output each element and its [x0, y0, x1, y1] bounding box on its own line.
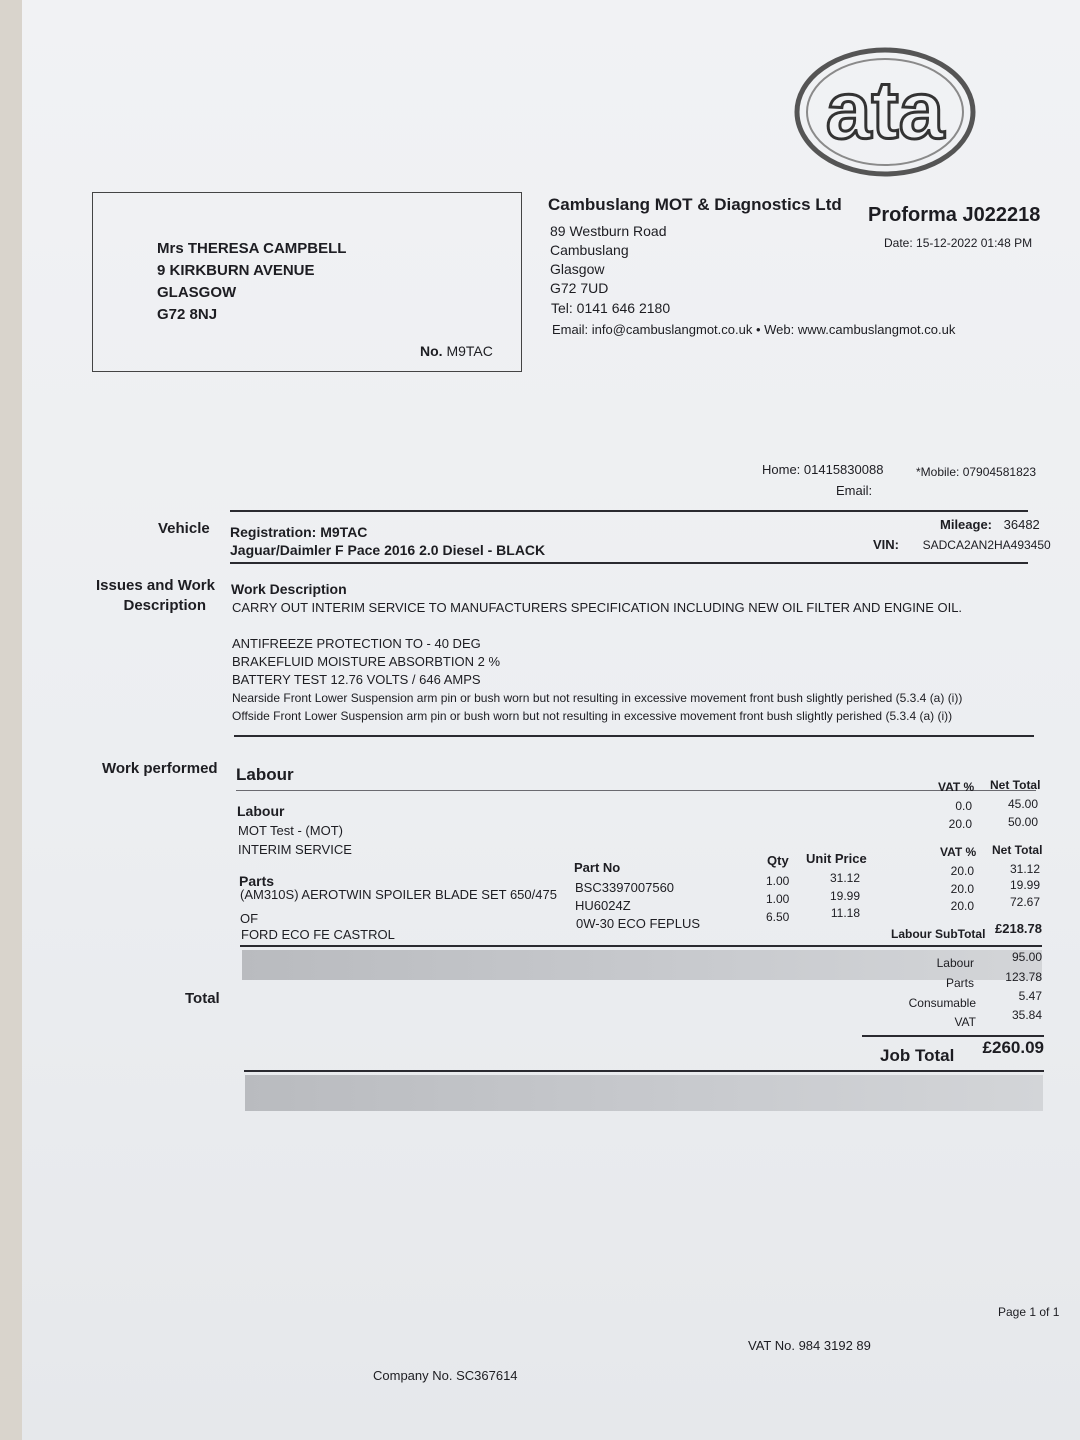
totals-band	[245, 1075, 1043, 1111]
issues-section-label	[96, 576, 215, 616]
mileage-label: Mileage:	[940, 517, 993, 532]
labour-item-desc: INTERIM SERVICE	[238, 842, 352, 857]
labour-item-net: 45.00	[1007, 797, 1038, 811]
customer-name: Mrs THERESA CAMPBELL	[157, 240, 347, 257]
mileage-value: 36482	[1003, 517, 1040, 532]
parts-bottom-rule	[240, 945, 1042, 947]
ata-logo	[790, 40, 980, 180]
part-desc: OF	[240, 911, 259, 926]
work-description-line: ANTIFREEZE PROTECTION TO - 40 DEG	[232, 636, 481, 651]
total-row-value: 123.78	[1005, 970, 1042, 984]
part-vat: 20.0	[950, 882, 974, 896]
company-address-line: G72 7UD	[550, 280, 609, 296]
vat-number: VAT No. 984 3192 89	[748, 1338, 871, 1353]
total-row-label: Consumable	[908, 996, 976, 1010]
vehicle-vin	[873, 537, 1051, 552]
work-description-line	[232, 617, 962, 635]
parts-col-net: Net Total	[992, 843, 1043, 857]
company-address-line: Cambuslang	[550, 242, 629, 258]
total-section-label: Total	[185, 990, 220, 1007]
parts-col-unit-price: Unit Price	[806, 851, 867, 866]
labour-subtotal-value: £218.78	[995, 921, 1042, 936]
account-number-value: M9TAC	[446, 343, 493, 359]
total-row-label: VAT	[954, 1015, 976, 1029]
customer-address-line1: 9 KIRKBURN AVENUE	[157, 262, 315, 279]
part-number: HU6024Z	[575, 898, 631, 913]
totals-bottom-rule	[244, 1070, 1044, 1072]
account-number	[420, 343, 493, 359]
issues-label-line2: Description	[123, 597, 206, 614]
part-desc: FORD ECO FE CASTROL	[241, 927, 395, 942]
total-row-value: 5.47	[1018, 989, 1042, 1003]
labour-subheading: Labour	[237, 803, 285, 819]
labour-item-net: 50.00	[1007, 815, 1038, 829]
part-vat: 20.0	[950, 899, 974, 913]
vehicle-registration: Registration: M9TAC	[230, 524, 368, 540]
part-net: 72.67	[1009, 895, 1040, 909]
labour-subtotal-label: Labour SubTotal	[891, 927, 986, 941]
vehicle-section-label: Vehicle	[158, 520, 210, 537]
job-total-value: £260.09	[982, 1038, 1044, 1057]
part-qty: 1.00	[766, 892, 790, 906]
work-description-lines	[232, 599, 962, 725]
labour-item-vat: 20.0	[948, 817, 972, 831]
part-net: 31.12	[1009, 862, 1040, 876]
work-description-line: BRAKEFLUID MOISTURE ABSORBTION 2 %	[232, 654, 500, 669]
labour-col-net: Net Total	[990, 778, 1041, 792]
parts-subheading: Parts	[239, 873, 275, 889]
job-total-rule	[862, 1035, 1044, 1037]
part-unit-price: 11.18	[830, 906, 860, 920]
work-description-heading: Work Description	[231, 581, 347, 597]
company-tel: Tel: 0141 646 2180	[551, 300, 671, 316]
job-total-label: Job Total	[880, 1046, 955, 1065]
document-title: Proforma J022218	[868, 204, 1041, 226]
page-number: Page 1 of 1	[998, 1305, 1060, 1319]
customer-address-line2: GLASGOW	[157, 284, 237, 301]
part-qty: 6.50	[766, 910, 790, 924]
total-row-label: Parts	[945, 976, 974, 990]
parts-col-qty: Qty	[767, 853, 789, 868]
issues-label-line1: Issues and Work	[96, 577, 215, 594]
company-address-line: 89 Westburn Road	[550, 223, 667, 239]
parts-col-part-no: Part No	[574, 860, 621, 875]
part-number: BSC3397007560	[575, 880, 675, 895]
issues-bottom-rule	[234, 735, 1034, 737]
total-row-label: Labour	[936, 956, 974, 970]
work-description-line: Nearside Front Lower Suspension arm pin or bush worn but not resulting in excessive movement front bush slightly perished (5.3.4 (a) (i))	[232, 691, 963, 705]
contact-home: Home: 01415830088	[762, 462, 884, 477]
vehicle-bottom-rule	[230, 562, 1028, 564]
labour-item-vat: 0.0	[955, 799, 972, 813]
contact-mobile: *Mobile: 07904581823	[916, 465, 1037, 479]
company-email-web: Email: info@cambuslangmot.co.uk • Web: www.cambuslangmot.co.uk	[552, 322, 956, 337]
labour-col-vat: VAT %	[938, 780, 975, 794]
part-net: 19.99	[1009, 878, 1040, 892]
part-unit-price: 31.12	[829, 871, 860, 885]
vin-label: VIN:	[873, 537, 899, 552]
part-unit-price: 19.99	[829, 889, 860, 903]
vehicle-description: Jaguar/Daimler F Pace 2016 2.0 Diesel - BLACK	[230, 542, 546, 558]
work-description-line: Offside Front Lower Suspension arm pin or bush worn but not resulting in excessive movement front bush slightly perished (5.3.4 (a) (i))	[232, 709, 953, 723]
document-date: Date: 15-12-2022 01:48 PM	[884, 236, 1033, 250]
company-number: Company No. SC367614	[373, 1368, 518, 1383]
vehicle-top-rule	[230, 510, 1028, 512]
work-performed-label: Work performed	[102, 760, 218, 777]
vehicle-mileage	[940, 517, 1040, 532]
part-vat: 20.0	[950, 864, 974, 878]
part-number: 0W-30 ECO FEPLUS	[576, 916, 701, 931]
labour-heading-rule	[236, 790, 1036, 791]
account-number-label: No.	[420, 343, 443, 359]
company-address-line: Glasgow	[550, 261, 605, 277]
contact-email-label: Email:	[836, 483, 873, 498]
work-description-line: BATTERY TEST 12.76 VOLTS / 646 AMPS	[232, 672, 481, 687]
labour-section-heading: Labour	[236, 765, 294, 784]
part-desc: (AM310S) AEROTWIN SPOILER BLADE SET 650/475	[240, 887, 557, 902]
parts-col-vat: VAT %	[940, 845, 977, 859]
customer-postcode: G72 8NJ	[157, 306, 218, 323]
vin-value: SADCA2AN2HA493450	[922, 538, 1051, 552]
labour-item-desc: MOT Test - (MOT)	[238, 823, 343, 838]
total-row-value: 35.84	[1011, 1008, 1042, 1022]
work-description-line: CARRY OUT INTERIM SERVICE TO MANUFACTURERS SPECIFICATION INCLUDING NEW OIL FILTER AND ENGINE OIL.	[232, 600, 963, 615]
svg-text:ata: ata	[825, 65, 945, 156]
part-qty: 1.00	[766, 874, 790, 888]
total-row-value: 95.00	[1011, 950, 1042, 964]
company-address	[550, 222, 666, 298]
company-name: Cambuslang MOT & Diagnostics Ltd	[548, 195, 842, 214]
